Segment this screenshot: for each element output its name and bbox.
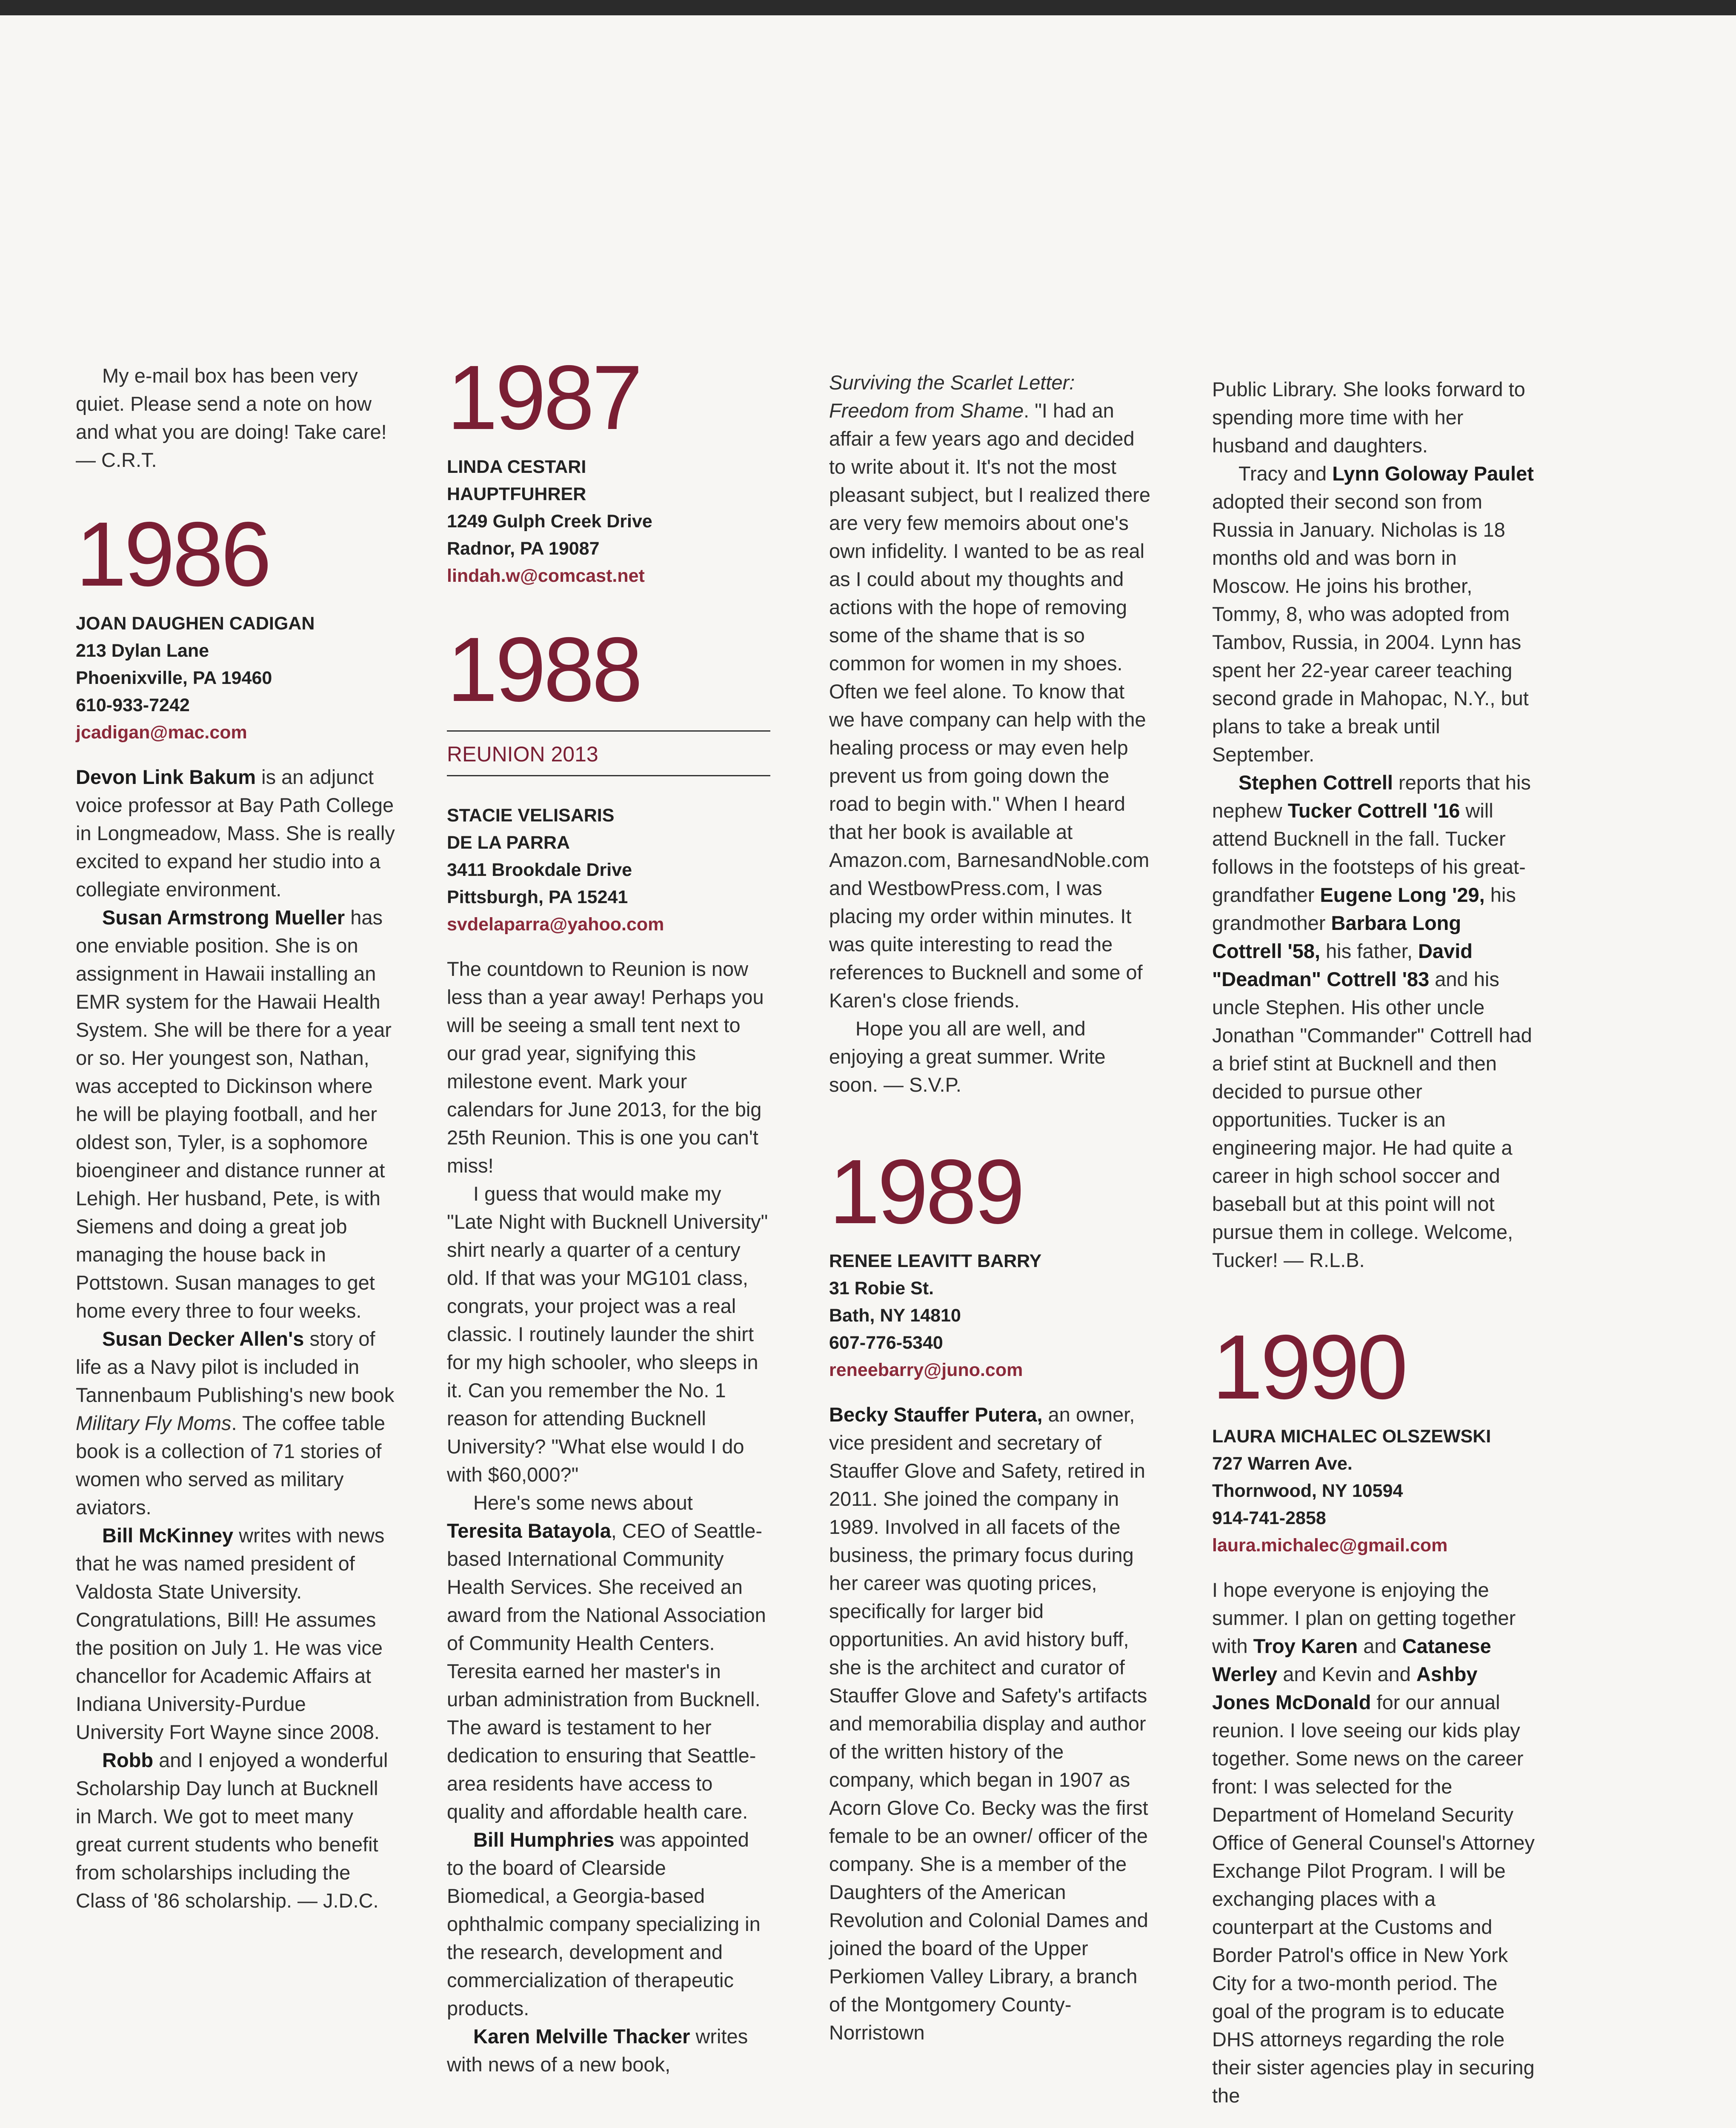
note-paragraph: Hope you all are well, and enjoying a great summer. Write soon. — S.V.P. <box>829 1017 1106 1096</box>
correspondent-name: HAUPTFUHRER <box>447 484 586 504</box>
correspondent-email[interactable]: jcadigan@mac.com <box>76 722 247 743</box>
column-2 <box>447 346 770 2079</box>
correspondent-address-2: Bath, NY 14810 <box>829 1305 961 1326</box>
correspondent-phone: 610-933-7242 <box>76 695 190 715</box>
magazine-page <box>0 15 1736 2128</box>
class-correspondent-1990 <box>1212 1423 1536 1559</box>
year-heading-1989: 1989 <box>829 1140 1023 1243</box>
note-paragraph: Tracy and Lynn Goloway Paulet adopted their second son from Russia in January. Nicholas is 18 months old and was born in Moscow. He joins his brother, Tommy, 8, who was adopted from Tambov, Russia, in 2004. Lynn has spent her 22-year career teaching second grade in Mahopac, N.Y., but plans to take a break until September. <box>1212 462 1534 766</box>
correspondent-phone: 914-741-2858 <box>1212 1508 1326 1528</box>
correspondent-name: JOAN DAUGHEN CADIGAN <box>76 613 315 634</box>
note-paragraph: Susan Decker Allen's story of life as a Navy pilot is included in Tannenbaum Publishing's new book Military Fly Moms. The coffee table book is a collection of 71 stories of women who served as military aviators. <box>76 1327 395 1519</box>
correspondent-address-2: Thornwood, NY 10594 <box>1212 1481 1403 1501</box>
note-paragraph: The countdown to Reunion is now less than a year away! Perhaps you will be seeing a small tent next to our grad year, signifying this milestone event. Mark your calendars for June 2013, for the big 25th Reunion. This is one you can't miss! <box>447 958 764 1177</box>
year-heading-1988: 1988 <box>447 618 641 721</box>
column-3 <box>829 369 1153 2047</box>
note-paragraph: Susan Armstrong Mueller has one enviable position. She is on assignment in Hawaii installing an EMR system for the Hawaii Health System. She will be there for a year or so. Her youngest son, Nathan, was accepted to Dickinson where he will be playing football, and her oldest son, Tyler, is a sophomore bioengineer and distance runner at Lehigh. Her husband, Pete, is with Siemens and doing a great job managing the house back in Pottstown. Susan manages to get home every three to four weeks. <box>76 906 392 1322</box>
note-paragraph: Bill Humphries was appointed to the board of Clearside Biomedical, a Georgia-based ophthalmic company specializing in the research, development and commercialization of therapeutic products. <box>447 1828 761 2019</box>
note-paragraph: Public Library. She looks forward to spending more time with her husband and daughters. <box>1212 378 1525 457</box>
class-correspondent-1987 <box>447 453 770 589</box>
class-correspondent-1986 <box>76 610 399 746</box>
correspondent-address-1: 3411 Brookdale Drive <box>447 860 632 880</box>
note-paragraph: Robb and I enjoyed a wonderful Scholarship Day lunch at Bucknell in March. We got to meet many great current students who benefit from scholarships including the Class of '86 scholarship. — J.D.C. <box>76 1749 388 1912</box>
year-heading-1986: 1986 <box>76 503 269 605</box>
note-paragraph: Stephen Cottrell reports that his nephew Tucker Cottrell '16 will attend Bucknell in the fall. Tucker follows in the footsteps of his great-grandfather Eugene Long '29, his grandmother Barbara Long Cottrell '58, his father, David "Deadman" Cottrell '83 and his uncle Stephen. His other uncle Jonathan "Commander" Cottrell had a brief stint at Bucknell and then decided to pursue other opportunities. Tucker is an engineering major. He had quite a career in high school soccer and baseball but at this point will not pursue them in college. Welcome, Tucker! — R.L.B. <box>1212 771 1532 1271</box>
correspondent-address-1: 1249 Gulph Creek Drive <box>447 511 652 532</box>
correspondent-address-2: Phoenixville, PA 19460 <box>76 668 272 688</box>
correspondent-name: DE LA PARRA <box>447 832 570 853</box>
correspondent-name: RENEE LEAVITT BARRY <box>829 1251 1042 1271</box>
correspondent-phone: 607-776-5340 <box>829 1333 943 1353</box>
correspondent-name: LAURA MICHALEC OLSZEWSKI <box>1212 1426 1491 1447</box>
correspondent-email[interactable]: svdelaparra@yahoo.com <box>447 914 664 935</box>
note-paragraph: Devon Link Bakum is an adjunct voice professor at Bay Path College in Longmeadow, Mass. She is really excited to expand her studio into a collegiate environment. <box>76 766 395 901</box>
correspondent-address-2: Pittsburgh, PA 15241 <box>447 887 628 907</box>
note-paragraph: Karen Melville Thacker writes with news of a new book, <box>447 2025 748 2076</box>
correspondent-address-2: Radnor, PA 19087 <box>447 538 600 559</box>
year-heading-1990: 1990 <box>1212 1316 1406 1418</box>
note-paragraph: I hope everyone is enjoying the summer. I plan on getting together with Troy Karen and Catanese Werley and Kevin and Ashby Jones McDonald for our annual reunion. I love seeing our kids play together. Some news on the career front: I was selected for the Department of Homeland Security Office of General Counsel's Attorney Exchange Pilot Program. I will be exchanging places with a counterpart at the Customs and Border Patrol's office in New York City for a two-month period. The goal of the program is to educate DHS attorneys regarding the role their sister agencies play in securing the <box>1212 1579 1535 2107</box>
intro-paragraph: My e-mail box has been very quiet. Please send a note on how and what you are doing! Take care! — C.R.T. <box>76 364 387 471</box>
note-paragraph: Surviving the Scarlet Letter: Freedom from Shame. "I had an affair a few years ago and decided to write about it. It's not the most pleasant subject, but I realized there are very few memoirs about one's own infidelity. I wanted to be as real as I could about my thoughts and actions with the hope of removing some of the shame that is so common for women in my shoes. Often we feel alone. To know that we have company can help with the healing process or may even help prevent us from going down the road to begin with." When I heard that her book is available at Amazon.com, BarnesandNoble.com and WestbowPress.com, I was placing my order within minutes. It was quite interesting to read the references to Bucknell and some of Karen's close friends. <box>829 371 1151 1012</box>
class-correspondent-1988 <box>447 802 770 938</box>
class-correspondent-1989 <box>829 1247 1153 1384</box>
year-heading-1987: 1987 <box>447 346 641 449</box>
note-paragraph: I guess that would make my "Late Night with Bucknell University" shirt nearly a quarter of a century old. If that was your MG101 class, congrats, your project was a real classic. I routinely launder the shirt for my high schooler, who sleeps in it. Can you remember the No. 1 reason for attending Bucknell University? "What else would I do with $60,000?" <box>447 1182 768 1486</box>
column-4 <box>1212 375 1536 2110</box>
correspondent-address-1: 31 Robie St. <box>829 1278 934 1299</box>
correspondent-address-1: 213 Dylan Lane <box>76 641 209 661</box>
correspondent-email[interactable]: reneebarry@juno.com <box>829 1360 1023 1380</box>
correspondent-name: LINDA CESTARI <box>447 457 586 477</box>
correspondent-address-1: 727 Warren Ave. <box>1212 1453 1353 1474</box>
correspondent-name: STACIE VELISARIS <box>447 805 615 826</box>
correspondent-email[interactable]: lindah.w@comcast.net <box>447 566 645 586</box>
column-1 <box>76 362 399 1915</box>
note-paragraph: Bill McKinney writes with news that he was named president of Valdosta State University. Congratulations, Bill! He assumes the position on July 1. He was vice chancellor for Academic Affairs at Indiana University-Purdue University Fort Wayne since 2008. <box>76 1524 385 1743</box>
correspondent-email[interactable]: laura.michalec@gmail.com <box>1212 1535 1448 1556</box>
note-paragraph: Becky Stauffer Putera, an owner, vice president and secretary of Stauffer Glove and Safety, retired in 2011. She joined the company in 1989. Involved in all facets of the business, the primary focus during her career was quoting prices, specifically for larger bid opportunities. An avid history buff, she is the architect and curator of Stauffer Glove and Safety's artifacts and memorabilia display and author of the written history of the company, which began in 1907 as Acorn Glove Co. Becky was the first female to be an owner/ officer of the company. She is a member of the Daughters of the American Revolution and Colonial Dames and joined the board of the Upper Perkiomen Valley Library, a branch of the Montgomery County-Norristown <box>829 1403 1148 2044</box>
reunion-banner: REUNION 2013 <box>447 730 770 776</box>
note-paragraph: Here's some news about Teresita Batayola, CEO of Seattle-based International Community Health Services. She received an award from the National Association of Community Health Centers. Teresita earned her master's in urban administration from Bucknell. The award is testament to her dedication to ensuring that Seattle-area residents have access to quality and affordable health care. <box>447 1491 766 1823</box>
